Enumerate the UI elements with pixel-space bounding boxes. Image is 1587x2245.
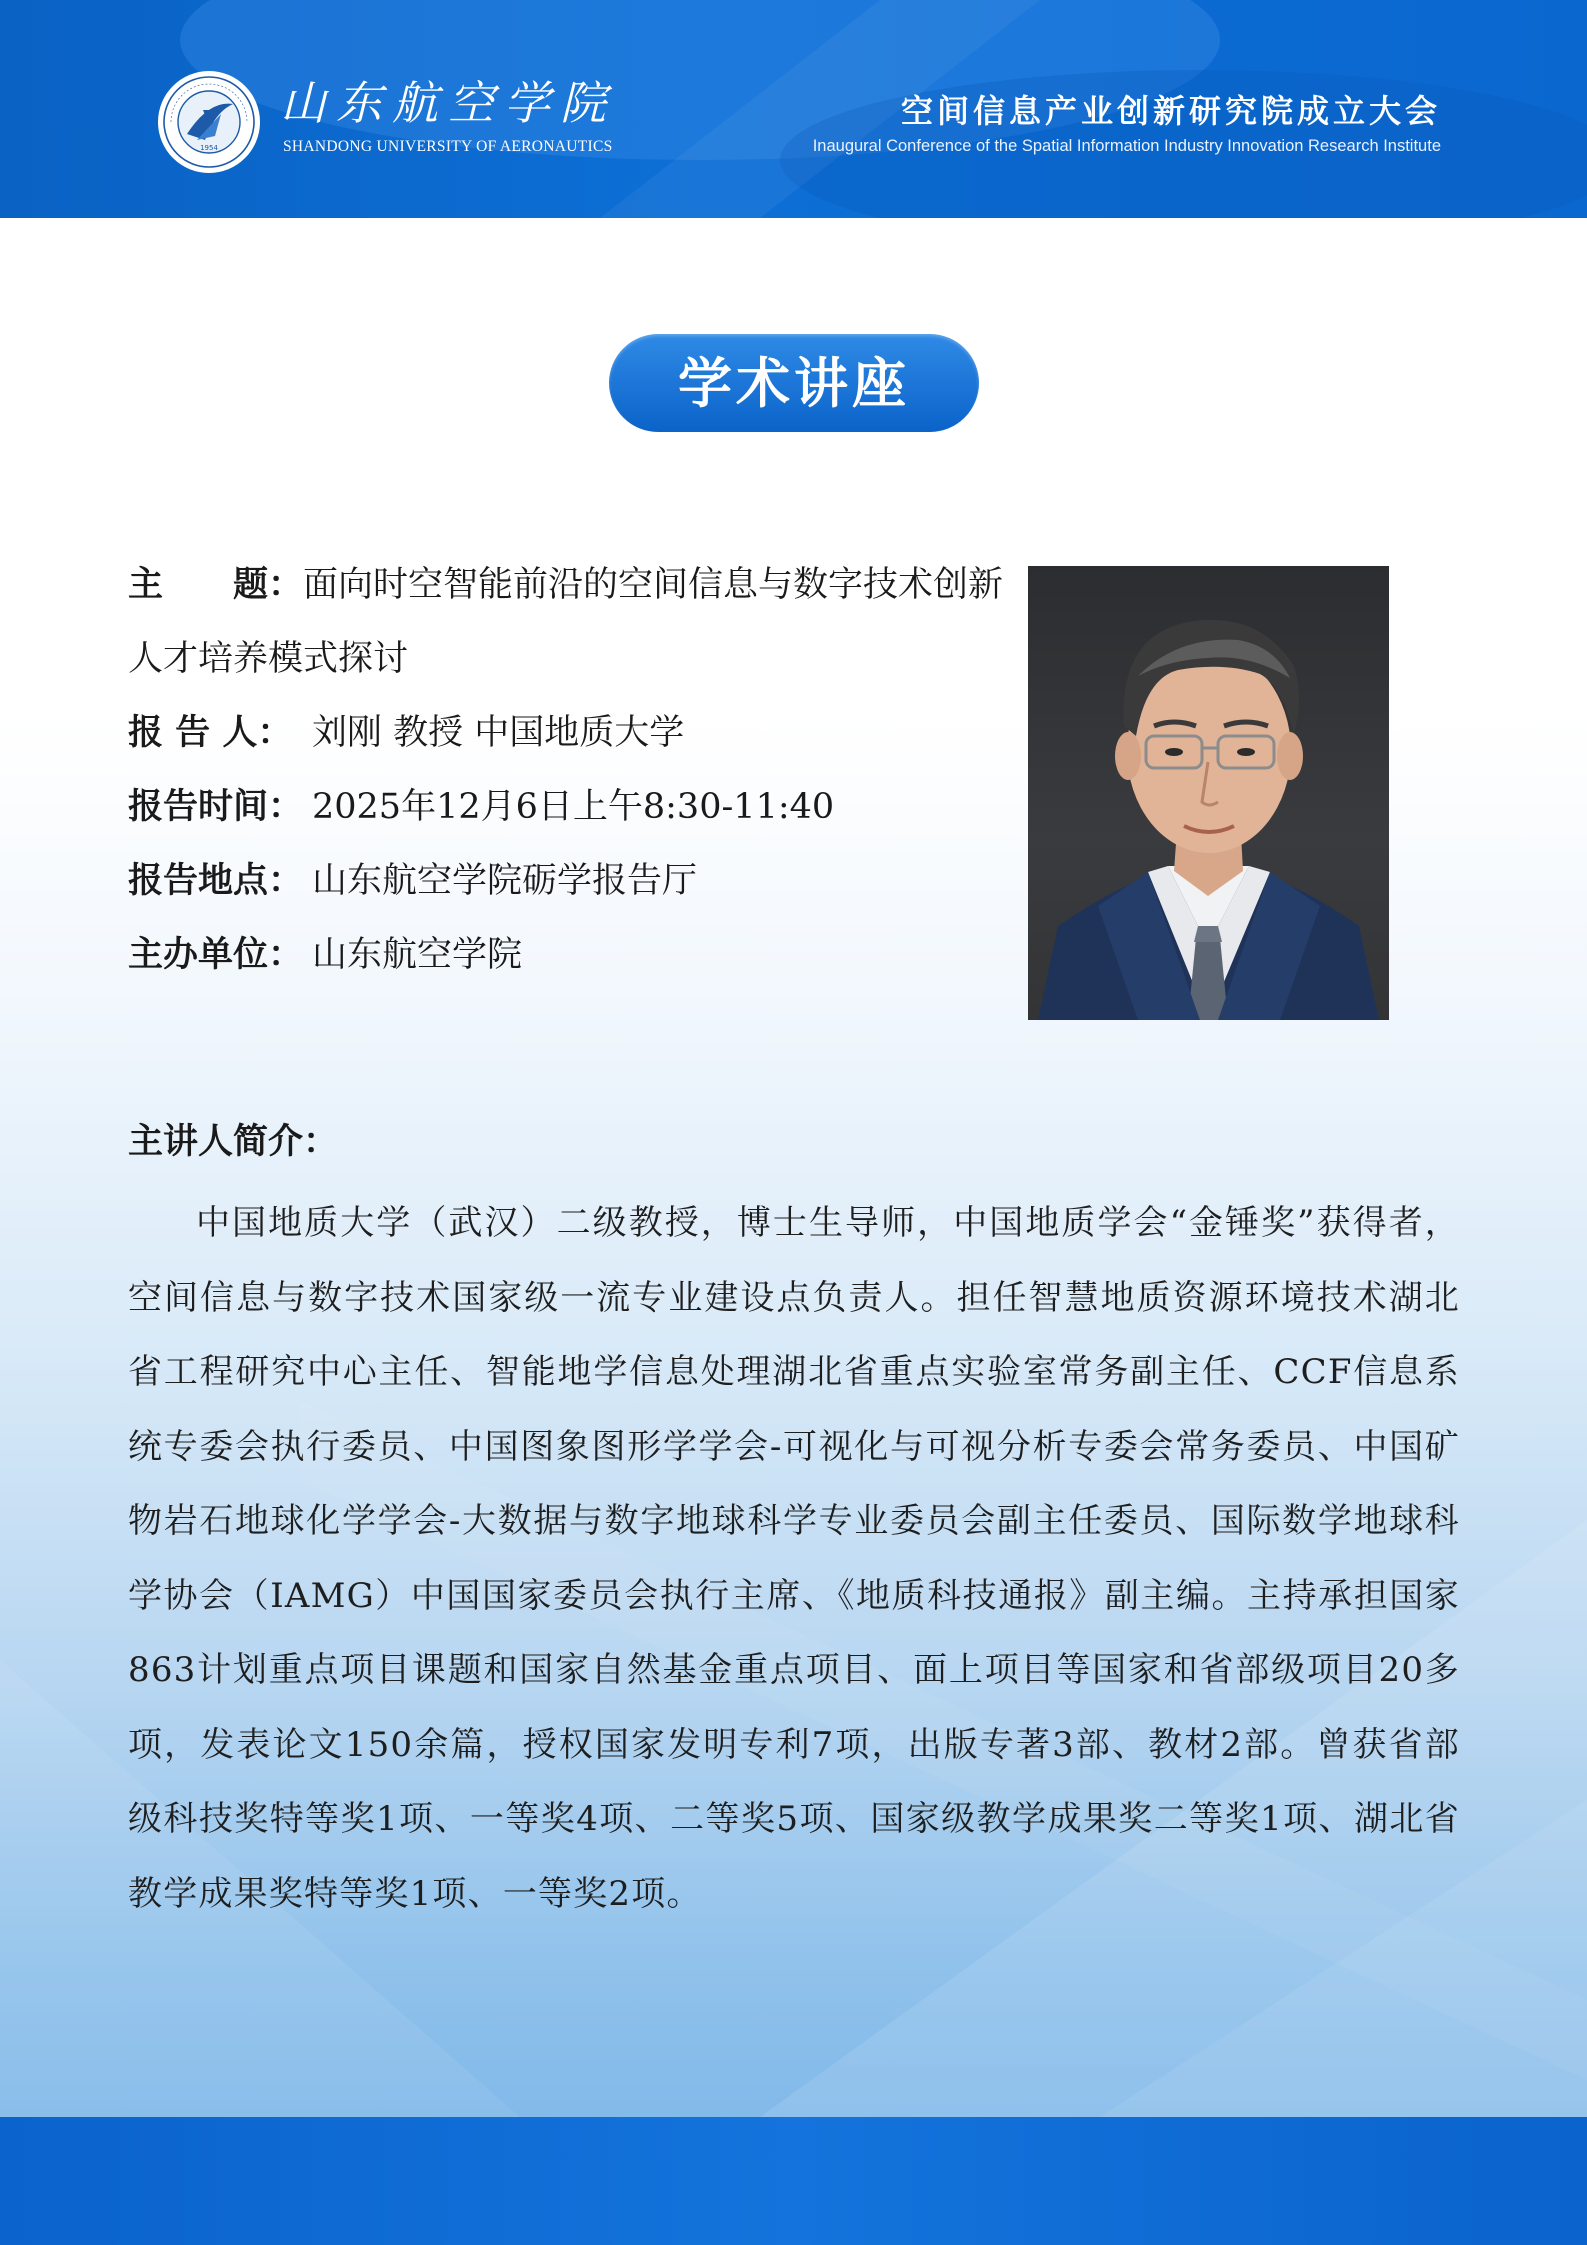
- place-label: 报告地点：: [128, 860, 304, 901]
- place-value: 山东航空学院砺学报告厅: [312, 861, 698, 901]
- university-name-calligraphy: 山东航空学院: [280, 76, 616, 130]
- university-name-english: SHANDONG UNIVERSITY OF AERONAUTICS: [283, 138, 613, 155]
- time-value: 2025年12月6日上午8:30-11:40: [312, 787, 835, 827]
- university-seal-icon: [157, 70, 261, 174]
- speaker-row: [128, 696, 1008, 770]
- seal-year: 1954: [200, 144, 218, 152]
- host-row: [128, 918, 1008, 992]
- time-row: [128, 770, 1008, 844]
- header-banner: [0, 0, 1587, 218]
- footer-banner: [0, 2117, 1587, 2245]
- speaker-label: 报 告 人：: [128, 712, 293, 753]
- topic-label: 主 题：: [128, 564, 304, 605]
- conference-title-english: Inaugural Conference of the Spatial Information Industry Innovation Research Institute: [812, 137, 1441, 155]
- place-row: [128, 844, 1008, 918]
- host-label: 主办单位：: [128, 934, 304, 975]
- speaker-portrait: [1028, 566, 1389, 1020]
- topic-row: [128, 548, 1008, 696]
- time-label: 报告时间：: [128, 786, 304, 827]
- lecture-title-badge: 学术讲座: [609, 334, 979, 432]
- speaker-value: 刘刚 教授 中国地质大学: [312, 713, 685, 753]
- bio-text: 中国地质大学（武汉）二级教授，博士生导师，中国地质学会“金锤奖”获得者，空间信息与数字技术国家级一流专业建设点负责人。担任智慧地质资源环境技术湖北省工程研究中心主任、智能地学信息处理湖北省重点实验室常务副主任、CCF信息系统专委会执行委员、中国图象图形学学会-可视化与可视分析专委会常务委员、中国矿物岩石地球化学学会-大数据与数字地球科学专业委员会副主任委员、国际数学地球科学协会（IAMG）中国国家委员会执行主席、《地质科技通报》副主编。主持承担国家863计划重点项目课题和国家自然基金重点项目、面上项目等国家和省部级项目20多项，发表论文150余篇，授权国家发明专利7项，出版专著3部、教材2部。曾获省部级科技奖特等奖1项、一等奖4项、二等奖5项、国家级教学成果奖二等奖1项、湖北省教学成果奖特等奖1项、一等奖2项。: [128, 1203, 1460, 1914]
- conference-title-chinese: 空间信息产业创新研究院成立大会: [900, 92, 1441, 130]
- speaker-photo-illustration: [1028, 566, 1389, 1020]
- host-value: 山东航空学院: [312, 935, 523, 975]
- bio-heading: 主讲人简介：: [128, 1121, 339, 1162]
- lecture-info: [128, 548, 1008, 992]
- topic-value: 面向时空智能前沿的空间信息与数字技术创新人才培养模式探讨: [128, 565, 1004, 679]
